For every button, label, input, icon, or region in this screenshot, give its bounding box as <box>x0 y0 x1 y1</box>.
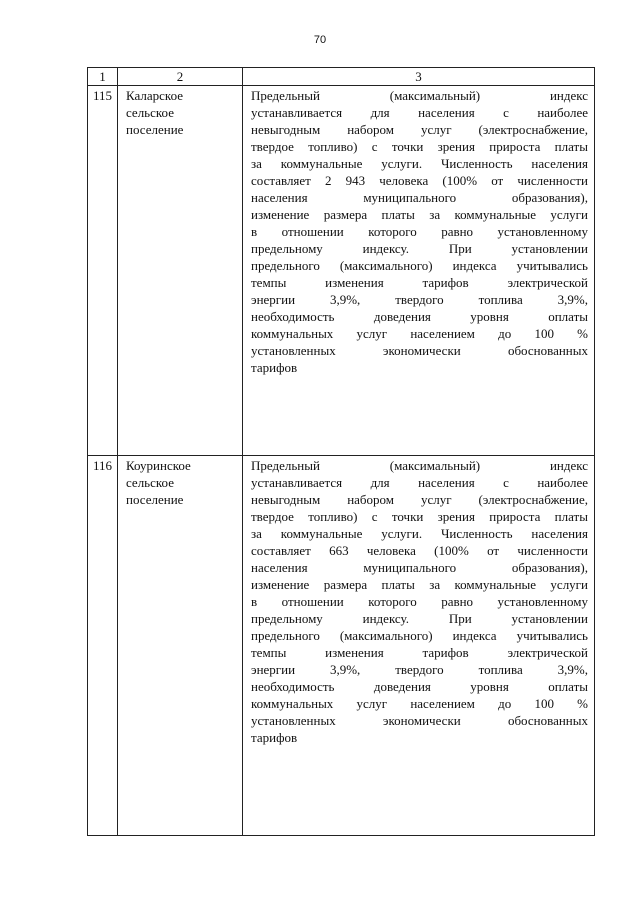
description-word: невыгодным <box>251 492 321 507</box>
description-line <box>251 491 588 508</box>
description-word: платы <box>381 207 415 222</box>
description-line <box>251 87 588 104</box>
description-line <box>251 525 588 542</box>
description-word: экономически <box>382 713 461 728</box>
description-word: необходимость <box>251 309 335 324</box>
description-line <box>251 593 588 610</box>
description-word: человека <box>379 173 429 188</box>
description-word: образования), <box>511 560 588 575</box>
description-word: обоснованных <box>507 713 588 728</box>
description-word: (электроснабжение, <box>478 122 588 137</box>
description-word: доведения <box>373 309 431 324</box>
description-word: коммунальных <box>251 326 334 341</box>
description-line <box>251 678 588 695</box>
settlement-name-line: поселение <box>126 492 184 507</box>
description-word: Численность <box>440 156 513 171</box>
description-word: тарифов <box>422 275 469 290</box>
description-word: населения <box>531 156 588 171</box>
description-line <box>251 257 588 274</box>
description-word: составляет <box>251 543 311 558</box>
description-word: устанавливается <box>251 105 343 120</box>
description-line <box>251 610 588 627</box>
description-word: услуг <box>356 326 388 341</box>
description-word: энергии <box>251 292 296 307</box>
description-word: установленных <box>251 713 336 728</box>
description-word: наиболее <box>537 475 588 490</box>
description-word: образования), <box>511 190 588 205</box>
description-line <box>251 342 588 359</box>
description-word: населения <box>251 560 308 575</box>
description-word: в <box>251 224 258 239</box>
description-word: 100 <box>534 696 554 711</box>
description-word: муниципального <box>363 190 457 205</box>
description-word: установлении <box>511 611 588 626</box>
description-word: коммунальные <box>280 156 363 171</box>
description-word: размера <box>323 577 368 592</box>
description-word: населения <box>531 526 588 541</box>
description-word: (максимального) <box>339 628 433 643</box>
description-word: оплаты <box>548 679 588 694</box>
description-word: населением <box>410 326 475 341</box>
description-word: установленному <box>497 594 588 609</box>
description-line <box>251 189 588 206</box>
settlement-name <box>118 86 243 456</box>
description-word: При <box>448 611 472 626</box>
description-word: электрической <box>507 275 588 290</box>
description-word: тарифов <box>251 730 298 745</box>
description-word: которого <box>368 224 417 239</box>
description-line <box>251 206 588 223</box>
description-word: коммунальные <box>280 526 363 541</box>
description-word: услуги <box>550 207 588 222</box>
column-header-1: 1 <box>88 68 118 86</box>
description-word: населения <box>251 190 308 205</box>
description-word: услуги. <box>381 156 423 171</box>
description-word: твердого <box>395 662 444 677</box>
description-word: платы <box>381 577 415 592</box>
description-word: уровня <box>470 309 509 324</box>
description-word: индекс <box>549 458 588 473</box>
description-line <box>251 325 588 342</box>
description-word: темпы <box>251 275 287 290</box>
description-word: точки <box>391 509 424 524</box>
description-word: платы <box>554 509 588 524</box>
description-word: от <box>487 543 500 558</box>
description-word: за <box>251 526 262 541</box>
description-word: равно <box>441 224 474 239</box>
description-word: которого <box>368 594 417 609</box>
description-word: коммунальные <box>454 207 537 222</box>
description-line <box>251 559 588 576</box>
description-word: 3,9%, <box>557 662 588 677</box>
settlement-name-line: Каларское <box>126 88 183 103</box>
description-line <box>251 457 588 474</box>
description-word: изменение <box>251 207 310 222</box>
description-line <box>251 508 588 525</box>
description-word: 100 <box>534 326 554 341</box>
page-number: 70 <box>313 34 327 46</box>
description-word: 2 <box>324 173 332 188</box>
description-word: топлива <box>478 292 523 307</box>
description-word: тарифов <box>422 645 469 660</box>
description-word: изменения <box>325 645 384 660</box>
description-line <box>251 729 588 746</box>
description-word: (максимальный) <box>389 88 481 103</box>
description-word: топливо) <box>308 139 358 154</box>
description-word: индекса <box>452 628 497 643</box>
description-word: для <box>370 105 390 120</box>
settlement-name-line: поселение <box>126 122 184 137</box>
description-line <box>251 223 588 240</box>
description-word: Численность <box>440 526 513 541</box>
description-word: равно <box>441 594 474 609</box>
description-word: твердого <box>395 292 444 307</box>
table-row <box>88 86 595 456</box>
description-word: численности <box>517 173 588 188</box>
index-description <box>243 456 595 836</box>
description-word: составляет <box>251 173 311 188</box>
description-word: учитывались <box>516 258 588 273</box>
description-word: с <box>503 105 509 120</box>
description-word: предельному <box>251 611 323 626</box>
description-word: установленному <box>497 224 588 239</box>
description-word: (100% <box>442 173 478 188</box>
description-word: от <box>491 173 504 188</box>
table-row <box>88 456 595 836</box>
description-word: за <box>429 207 441 222</box>
description-word: необходимость <box>251 679 335 694</box>
description-line <box>251 474 588 491</box>
description-word: до <box>498 326 512 341</box>
description-word: предельного <box>251 628 320 643</box>
description-word: услуг <box>420 122 452 137</box>
description-word: набором <box>347 122 395 137</box>
description-line <box>251 359 588 376</box>
description-word: населением <box>410 696 475 711</box>
description-word: предельного <box>251 258 320 273</box>
description-line <box>251 661 588 678</box>
description-word: точки <box>391 139 424 154</box>
description-word: коммунальные <box>454 577 537 592</box>
description-word: оплаты <box>548 309 588 324</box>
description-word: 3,9%, <box>329 662 361 677</box>
description-word: за <box>251 156 262 171</box>
description-word: (100% <box>434 543 469 558</box>
description-word: размера <box>323 207 368 222</box>
description-word: изменения <box>325 275 384 290</box>
description-word: обоснованных <box>507 343 588 358</box>
description-word: (максимальный) <box>389 458 481 473</box>
index-description <box>243 86 595 456</box>
description-line <box>251 695 588 712</box>
description-word: с <box>371 509 378 524</box>
description-word: численности <box>517 543 588 558</box>
description-word: тарифов <box>251 360 298 375</box>
description-word: зрения <box>437 139 475 154</box>
description-word: учитывались <box>516 628 588 643</box>
description-line <box>251 240 588 257</box>
description-word: топливо) <box>308 509 358 524</box>
description-line <box>251 274 588 291</box>
description-word: до <box>498 696 512 711</box>
description-line <box>251 172 588 189</box>
description-line <box>251 104 588 121</box>
description-word: набором <box>347 492 395 507</box>
indices-table <box>87 67 595 836</box>
description-word: 943 <box>345 173 366 188</box>
table-header-row <box>88 68 595 86</box>
settlement-name-line: сельское <box>126 475 174 490</box>
description-word: экономически <box>382 343 461 358</box>
description-word: При <box>448 241 472 256</box>
description-line <box>251 644 588 661</box>
description-word: человека <box>366 543 416 558</box>
description-word: отношении <box>281 594 344 609</box>
description-word: установлении <box>511 241 588 256</box>
description-word: с <box>503 475 509 490</box>
description-word: 3,9%, <box>329 292 361 307</box>
description-word: (максимального) <box>339 258 433 273</box>
description-word: услуги. <box>381 526 423 541</box>
description-word: услуг <box>356 696 388 711</box>
description-word: отношении <box>281 224 344 239</box>
description-word: Предельный <box>251 458 320 473</box>
description-word: твердое <box>251 509 294 524</box>
settlement-name-line: Коуринское <box>126 458 191 473</box>
description-word: коммунальных <box>251 696 334 711</box>
description-word: топлива <box>478 662 523 677</box>
description-word: доведения <box>373 679 431 694</box>
description-word: прироста <box>489 509 541 524</box>
column-header-3: 3 <box>243 68 595 86</box>
description-word: в <box>251 594 258 609</box>
settlement-name-line: сельское <box>126 105 174 120</box>
description-word: темпы <box>251 645 287 660</box>
description-word: энергии <box>251 662 296 677</box>
description-word: твердое <box>251 139 294 154</box>
row-number: 115 <box>88 86 118 456</box>
description-word: индексу. <box>362 241 409 256</box>
description-word: платы <box>554 139 588 154</box>
description-word: (электроснабжение, <box>478 492 588 507</box>
description-line <box>251 121 588 138</box>
description-word: устанавливается <box>251 475 343 490</box>
description-line <box>251 576 588 593</box>
description-word: изменение <box>251 577 310 592</box>
description-word: населения <box>418 105 475 120</box>
description-word: индексу. <box>362 611 409 626</box>
description-line <box>251 542 588 559</box>
description-line <box>251 291 588 308</box>
description-line <box>251 627 588 644</box>
description-word: невыгодным <box>251 122 321 137</box>
description-word: прироста <box>489 139 541 154</box>
column-header-2: 2 <box>118 68 243 86</box>
settlement-name <box>118 456 243 836</box>
description-line <box>251 138 588 155</box>
description-word: уровня <box>470 679 509 694</box>
description-word: Предельный <box>251 88 320 103</box>
description-word: для <box>370 475 390 490</box>
description-line <box>251 712 588 729</box>
row-number: 116 <box>88 456 118 836</box>
description-word: муниципального <box>363 560 457 575</box>
description-word: 3,9%, <box>557 292 588 307</box>
description-word: наиболее <box>537 105 588 120</box>
description-line <box>251 155 588 172</box>
description-word: населения <box>418 475 475 490</box>
description-word: услуг <box>420 492 452 507</box>
description-word: индекса <box>452 258 497 273</box>
description-word: электрической <box>507 645 588 660</box>
description-word: предельному <box>251 241 323 256</box>
description-word: 663 <box>329 543 349 558</box>
description-line <box>251 308 588 325</box>
description-word: зрения <box>437 509 475 524</box>
description-word: установленных <box>251 343 336 358</box>
description-word: % <box>577 696 588 711</box>
description-word: индекс <box>549 88 588 103</box>
description-word: % <box>577 326 588 341</box>
description-word: с <box>371 139 378 154</box>
description-word: за <box>429 577 441 592</box>
description-word: услуги <box>550 577 588 592</box>
